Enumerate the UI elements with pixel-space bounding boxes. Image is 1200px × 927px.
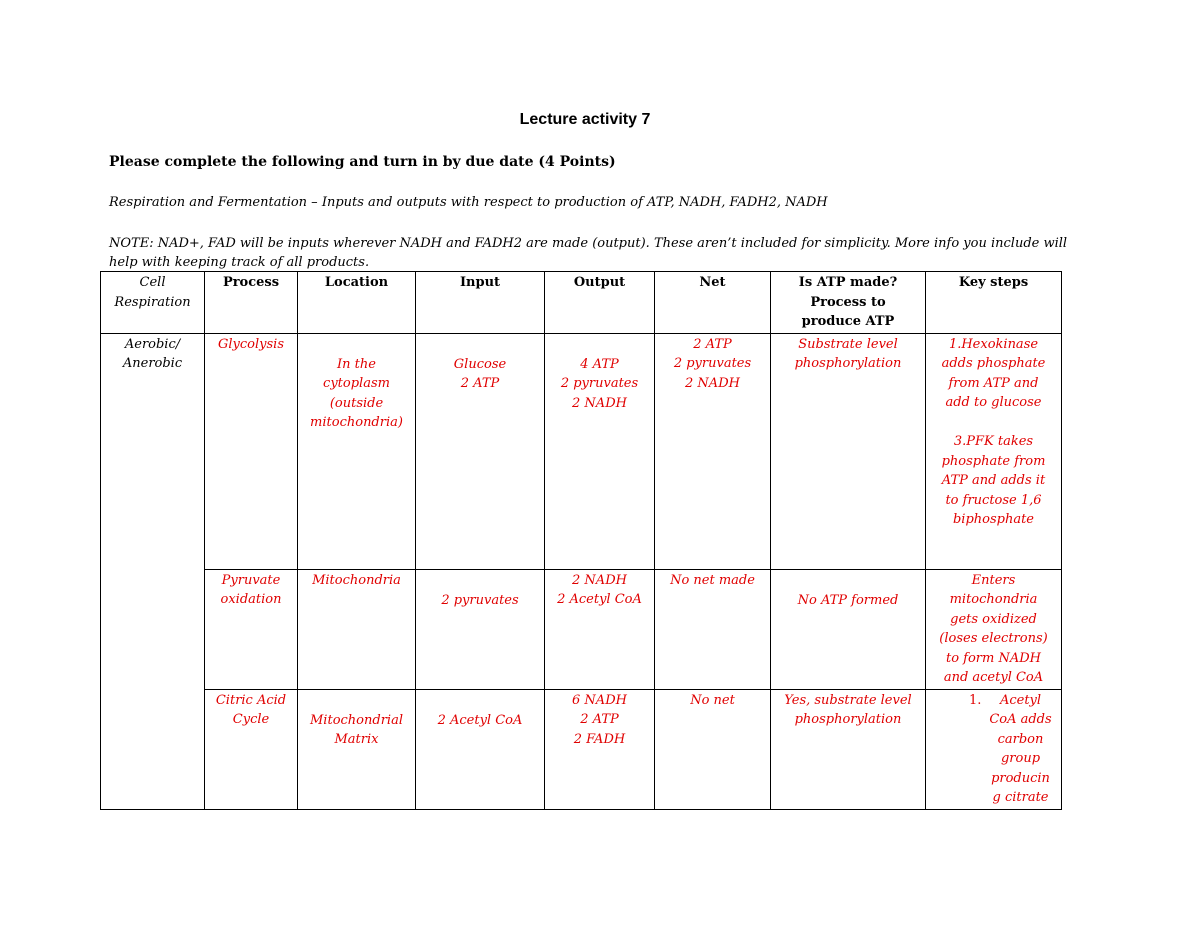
table-row-citric-acid bbox=[101, 689, 1062, 809]
header-location: Location bbox=[298, 272, 416, 334]
location-cell: Mitochondria bbox=[298, 569, 416, 689]
atp-cell: No ATP formed bbox=[771, 569, 926, 689]
location-cell: Mitochondrial Matrix bbox=[298, 689, 416, 809]
table-header-row bbox=[101, 272, 1062, 334]
header-output: Output bbox=[545, 272, 655, 334]
topic-line: Respiration and Fermentation – Inputs and outputs with respect to production of ATP, NADH, FADH2, NADH bbox=[109, 195, 828, 210]
header-net: Net bbox=[655, 272, 771, 334]
key-steps-cell: 1.Hexokinase adds phosphate from ATP and add to glucose 3.PFK takes phosphate from ATP and adds it to fructose 1,6 biphosphate bbox=[926, 333, 1062, 569]
header-atp-made: Is ATP made? Process to produce ATP bbox=[771, 272, 926, 334]
process-cell: Citric Acid Cycle bbox=[205, 689, 298, 809]
header-input: Input bbox=[416, 272, 545, 334]
net-cell: No net bbox=[655, 689, 771, 809]
key-steps-cell bbox=[926, 689, 1062, 809]
key-step-text: Acetyl CoA adds carbon group producin g citrate bbox=[989, 692, 1052, 805]
table-row-glycolysis bbox=[101, 333, 1062, 569]
output-cell: 6 NADH 2 ATP 2 FADH bbox=[545, 689, 655, 809]
atp-cell: Yes, substrate level phosphorylation bbox=[771, 689, 926, 809]
output-cell: 2 NADH 2 Acetyl CoA bbox=[545, 569, 655, 689]
page-title: Lecture activity 7 bbox=[519, 111, 651, 128]
input-cell: 2 Acetyl CoA bbox=[416, 689, 545, 809]
location-cell: In the cytoplasm (outside mitochondria) bbox=[298, 333, 416, 569]
respiration-table bbox=[100, 271, 1062, 810]
header-cell-respiration: Cell Respiration bbox=[101, 272, 205, 334]
instructions-heading: Please complete the following and turn in by due date (4 Points) bbox=[109, 154, 616, 170]
atp-cell: Substrate level phosphorylation bbox=[771, 333, 926, 569]
key-steps-cell: Enters mitochondria gets oxidized (loses electrons) to form NADH and acetyl CoA bbox=[926, 569, 1062, 689]
table-row-pyruvate bbox=[101, 569, 1062, 689]
process-cell: Pyruvate oxidation bbox=[205, 569, 298, 689]
input-cell: Glucose 2 ATP bbox=[416, 333, 545, 569]
net-cell: No net made bbox=[655, 569, 771, 689]
header-key-steps: Key steps bbox=[926, 272, 1062, 334]
net-cell: 2 ATP 2 pyruvates 2 NADH bbox=[655, 333, 771, 569]
aerobic-cell: Aerobic/ Anerobic bbox=[101, 333, 205, 809]
list-marker: 1. bbox=[969, 692, 982, 708]
input-cell: 2 pyruvates bbox=[416, 569, 545, 689]
process-cell: Glycolysis bbox=[205, 333, 298, 569]
note-text: NOTE: NAD+, FAD will be inputs wherever NADH and FADH2 are made (output). These aren’t included for simplicity. More info you include will help with keeping track of all products. bbox=[109, 236, 1068, 270]
header-process: Process bbox=[205, 272, 298, 334]
output-cell: 4 ATP 2 pyruvates 2 NADH bbox=[545, 333, 655, 569]
